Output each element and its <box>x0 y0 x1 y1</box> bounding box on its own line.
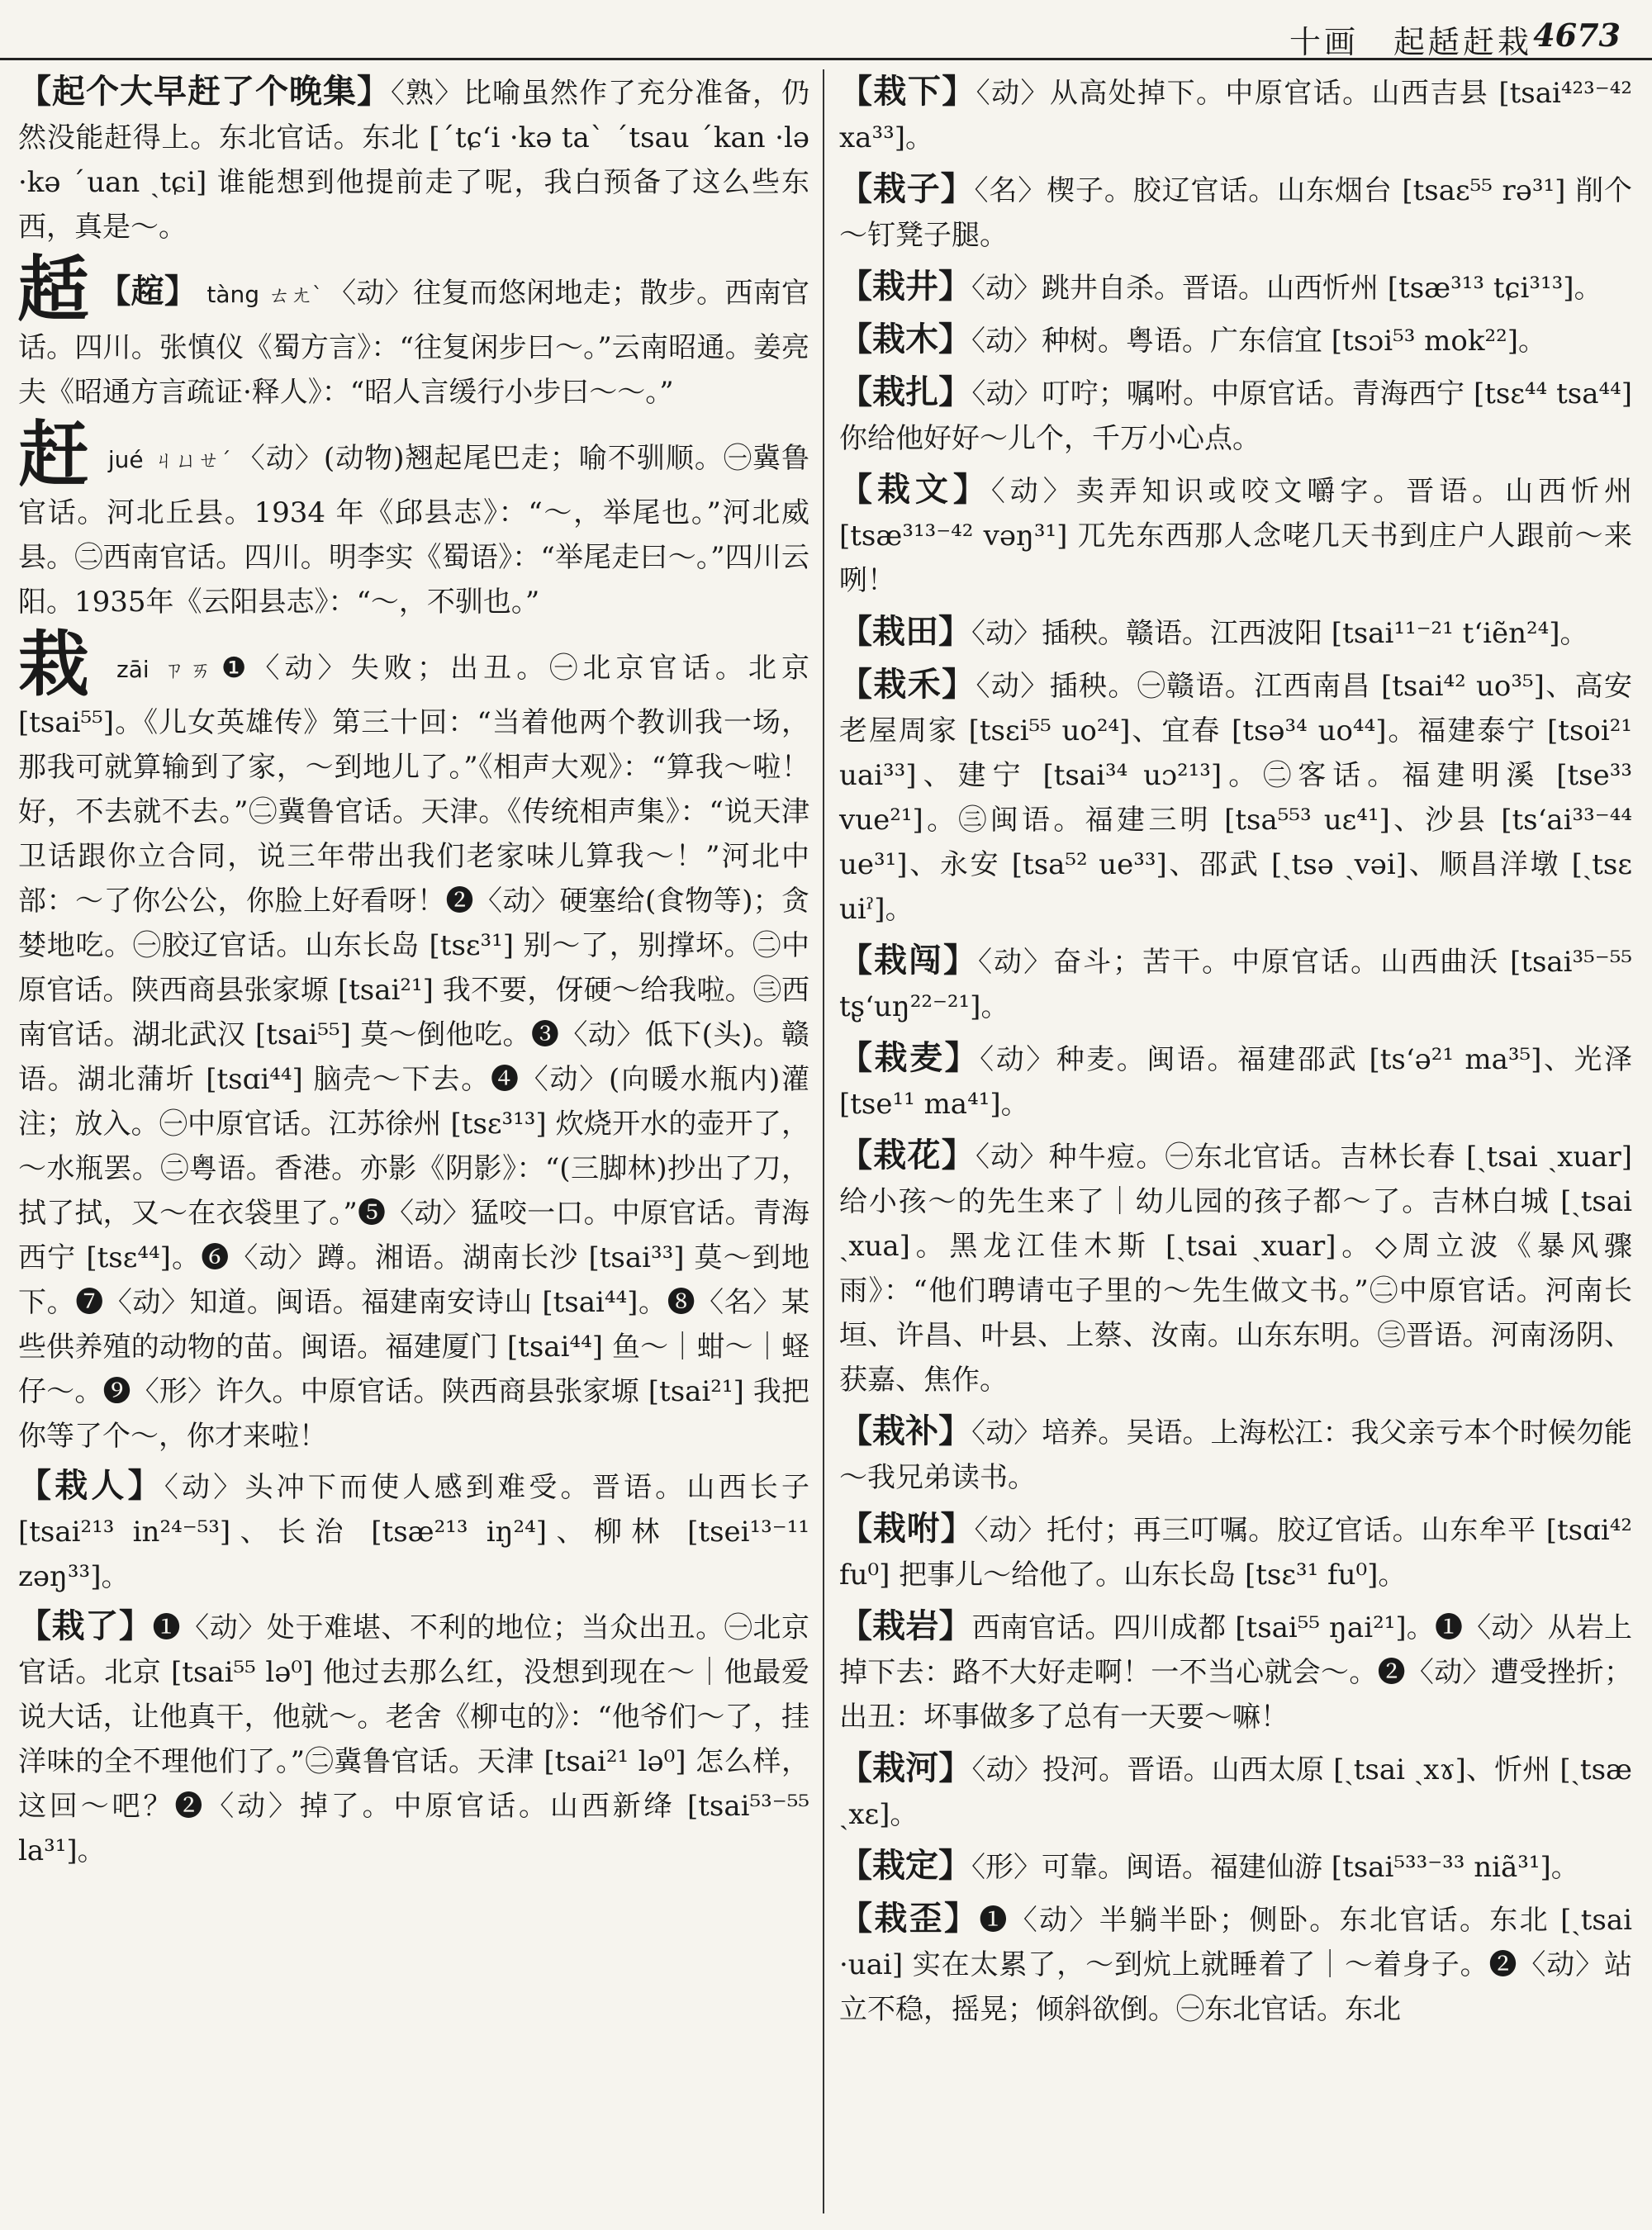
pinyin: zāi <box>116 656 150 683</box>
entry-headword: 【栽岩】 <box>839 1606 972 1645</box>
entry-headword: 【栽禾】 <box>839 665 976 704</box>
entry-headword: 【栽田】 <box>839 612 971 651</box>
entry-headword: 【栽定】 <box>839 1846 971 1885</box>
entry-definition: 西南官话。四川成都 [tsai⁵⁵ ŋai²¹]。❶〈动〉从岩上掉下去：路不大好走啊！一不当心就会～。❷〈动〉遭受挫折；出丑：坏事做多了总有一天要～嘛！ <box>839 1611 1632 1734</box>
dictionary-entry <box>839 370 1632 461</box>
dictionary-entry <box>839 69 1632 160</box>
entry-definition: 〈动〉插秧。㊀赣语。江西南昌 [tsai⁴² uo³⁵]、高安老屋周家 [tsɛi⁵⁵ uo²⁴]、宜春 [tsə³⁴ uo⁴⁴]。福建泰宁 [tsoi²¹ uai³³]、建宁 [tsai³⁴ uɔ²¹³]。㊁客话。福建明溪 [tse³³ vue²¹]。㊂闽语。福建三明 [tsa⁵⁵³ uɛ⁴¹]、沙县 [tsʻai³³⁻⁴⁴ ue³¹]、永安 [tsa⁵² ue³³]、邵武 [ˏtsə ˏvəi]、顺昌洋墩 [ˏtsɛ uiˀ]。 <box>839 670 1632 926</box>
entry-headword: 【栽闯】 <box>839 941 979 980</box>
entry-definition: 〈动〉种树。粤语。广东信宜 [tsɔi⁵³ mok²²]。 <box>971 325 1547 358</box>
entry-definition: 〈动〉头冲下而使人感到难受。晋语。山西长子 [tsai²¹³ in²⁴⁻⁵³]、长治 [tsæ²¹³ iŋ²⁴]、柳林 [tsei¹³⁻¹¹ zəŋ³³]。 <box>18 1471 810 1593</box>
dictionary-entry <box>18 1604 809 1873</box>
right-column <box>839 69 1632 2213</box>
dictionary-entry <box>839 167 1632 258</box>
entry-definition: 〈动〉投河。晋语。山西太原 [ˏtsai ˏxɤ]、忻州 [ˏtsæ ˏxɛ]。 <box>839 1753 1633 1831</box>
entry-definition: 〈动〉种麦。闽语。福建邵武 [tsʻə²¹ ma³⁵]、光泽 [tse¹¹ ma⁴¹]。 <box>839 1043 1633 1121</box>
dictionary-entry <box>839 938 1632 1029</box>
dictionary-entry <box>839 1506 1632 1597</box>
entry-definition: ❶〈动〉半躺半卧；侧卧。东北官话。东北 [ˏtsai ·uai] 实在太累了，～到炕上就睡着了｜～着身子。❷〈动〉站立不稳，摇晃；倾斜欲倒。㊀东北官话。东北 <box>839 1904 1632 2026</box>
dictionary-entry <box>839 1409 1632 1500</box>
entry-headword: 【栽花】 <box>839 1136 976 1174</box>
entry-definition: ❶〈动〉处于难堪、不利的地位；当众出丑。㊀北京官话。北京 [tsai⁵⁵ lə⁰] 他过去那么红，没想到现在～｜他最爱说大话，让他真干，他就～。老舍《柳屯的》：“他爷们～了，挂洋味的全不理他们了。”㊁冀鲁官话。天津 [tsai²¹ lə⁰] 怎么样，这回～吧？❷〈动〉掉了。中原官话。山西新绛 [tsai⁵³⁻⁵⁵ la³¹]。 <box>18 1611 810 1867</box>
entry-headword: 【栽麦】 <box>839 1038 980 1077</box>
entry-definition: 〈名〉楔子。胶辽官话。山东烟台 [tsaɛ⁵⁵ rə³¹] 削个～钉凳子腿。 <box>839 174 1633 252</box>
dictionary-entry <box>839 1604 1632 1739</box>
entry-headword: 【栽井】 <box>839 267 971 306</box>
entry-definition: 〈动〉托付；再三叮嘱。胶辽官话。山东牟平 [tsɑi⁴² fu⁰] 把事儿～给他了。山东长岛 [tsɛ³¹ fu⁰]。 <box>839 1514 1632 1592</box>
entry-headword: 【栽文】 <box>839 470 991 509</box>
pinyin: jué <box>107 446 144 473</box>
entry-definition: 〈动〉跳井自杀。晋语。山西忻州 [tsæ³¹³ tɕi³¹³]。 <box>971 272 1602 305</box>
head-character: 趏 <box>18 248 90 331</box>
head-character: 栽 <box>18 623 95 706</box>
entry-definition: 〈动〉培养。吴语。上海松江：我父亲亏本个时候勿能～我兄弟读书。 <box>839 1416 1633 1494</box>
entry-headword: 【栽歪】 <box>839 1899 980 1938</box>
dictionary-entry <box>839 1896 1632 2032</box>
entry-definition: ❶〈动〉失败；出丑。㊀北京官话。北京 [tsai⁵⁵]。《儿女英雄传》第三十回：“当着他两个教训我一场，那我可就算输到了家，～到地儿了。”《相声大观》：“算我～啦！好，不去就不去。”㊁冀鲁官话。天津。《传统相声集》：“说天津卫话跟你立合同，说三年带出我们老家味儿算我～！”河北中部：～了你公公，你脸上好看呀！❷〈动〉硬塞给(食物等)；贪婪地吃。㊀胶辽官话。山东长岛 [tsɛ³¹] 别～了，别撑坏。㊁中原官话。陕西商县张家塬 [tsai²¹] 我不要，伢硬～给我啦。㊂西南官话。湖北武汉 [tsai⁵⁵] 莫～倒他吃。❸〈动〉低下(头)。赣语。湖北蒲圻 [tsɑi⁴⁴] 脑壳～下去。❹〈动〉(向暖水瓶内)灌注；放入。㊀中原官话。江苏徐州 [tsɛ³¹³] 炊烧开水的壶开了，～水瓶罢。㊁粤语。香港。亦影《阴影》：“(三脚林)抄出了刀，拭了拭，又～在衣袋里了。”❺〈动〉猛咬一口。中原官话。青海西宁 [tsɛ⁴⁴]。❻〈动〉蹲。湘语。湖南长沙 [tsai³³] 莫～到地下。❼〈动〉知道。闽语。福建南安诗山 [tsai⁴⁴]。❽〈名〉某些供养殖的动物的苗。闽语。福建厦门 [tsai⁴⁴] 鱼～｜蚶～｜蛏仔～。❾〈形〉许久。中原官话。陕西商县张家塬 [tsai²¹] 我把你等了个～，你才来啦！ <box>18 652 810 1453</box>
entry-definition: 〈形〉可靠。闽语。福建仙游 [tsai⁵³³⁻³³ niã³¹]。 <box>971 1851 1579 1884</box>
entry-definition: 〈动〉种牛痘。㊀东北官话。吉林长春 [ˏtsai ˏxuar] 给小孩～的先生来了｜幼儿园的孩子都～了。吉林白城 [ˏtsai ˏxua]。黑龙江佳木斯 [ˏtsai ˏxuar]。◇周立波《暴风骤雨》：“他们聘请屯子里的～先生做文书。”㊁中原官话。河南长垣、许昌、叶县、上蔡、汝南。山东东明。㊂晋语。河南汤阴、获嘉、焦作。 <box>839 1141 1633 1397</box>
dictionary-entry <box>839 1036 1632 1127</box>
section-title: 十画 起趏赶栽 <box>1289 24 1532 60</box>
dictionary-entry <box>839 1133 1632 1402</box>
entry-definition: 〈动〉从高处掉下。中原官话。山西吉县 [tsai⁴²³⁻⁴² xa³³]。 <box>839 77 1632 154</box>
entry-definition: 〈动〉往复而悠闲地走；散步。西南官话。四川。张慎仪《蜀方言》：“往复闲步曰～。”云南昭通。姜亮夫《昭通方言疏证·释人》：“昭人言缓行小步曰～～。” <box>18 277 810 409</box>
dictionary-entry <box>839 264 1632 311</box>
entry-headword: 【栽扎】 <box>839 372 972 411</box>
dictionary-entry <box>18 1464 809 1599</box>
entry-definition: 〈动〉卖弄知识或咬文嚼字。晋语。山西忻州 [tsæ³¹³⁻⁴² vəŋ³¹] 兀先东西那人念咾几天书到庄户人跟前～来咧！ <box>839 475 1633 597</box>
dictionary-entry <box>839 610 1632 656</box>
dictionary-entry <box>839 317 1632 363</box>
dictionary-entry <box>839 662 1632 932</box>
entry-definition: 〈熟〉比喻虽然作了充分准备，仍然没能赶得上。东北官话。东北 [ˊtɕʻi ·kə taˋ ˊtsau ˊkan ·lə ·kə ˊuan ˏtɕi] 谁能想到他提前走了呢，我白预备了这么些东西，真是～。 <box>18 77 809 244</box>
dictionary-entry <box>839 1843 1632 1890</box>
page-number: 4673 <box>1533 17 1621 54</box>
dictionary-entry <box>839 467 1632 603</box>
dictionary-entry <box>18 248 810 415</box>
entry-headword: 【栽了】 <box>18 1606 153 1645</box>
entry-headword: 【栽补】 <box>839 1412 972 1450</box>
dictionary-entry <box>18 69 809 249</box>
entry-headword: 【栽河】 <box>839 1748 972 1787</box>
entry-headword: 【栽木】 <box>839 320 971 358</box>
entry-headword: 【起个大早赶了个晚集】 <box>18 72 391 111</box>
dictionary-entry <box>18 413 810 624</box>
dictionary-entry <box>839 1746 1632 1837</box>
entry-definition: 〈动〉奋斗；苦干。中原官话。山西曲沃 [tsai³⁵⁻⁵⁵ tʂʻuŋ²²⁻²¹]。 <box>839 946 1633 1023</box>
left-column <box>18 69 821 2213</box>
pinyin: tàng <box>206 281 260 308</box>
dictionary-entry <box>18 623 810 1459</box>
zhuyin: ㄐㄩㄝˊ <box>153 448 232 473</box>
zhuyin: ㄗㄞ <box>163 658 216 683</box>
page-header <box>0 0 1652 60</box>
entry-headword: 【栽咐】 <box>839 1509 975 1548</box>
entry-definition: 〈动〉(动物)翘起尾巴走；喻不驯顺。㊀冀鲁官话。河北丘县。1934 年《邱县志》：“～，举尾也。”河北威县。㊁西南官话。四川。明李实《蜀语》：“举尾走曰～。”四川云阳。1935年《云阳县志》：“～，不驯也。” <box>18 442 810 619</box>
entry-headword: 【趤】 <box>97 272 198 311</box>
head-character: 赶 <box>18 413 91 496</box>
entry-definition: 〈动〉插秧。赣语。江西波阳 [tsai¹¹⁻²¹ tʻiẽn²⁴]。 <box>971 617 1588 650</box>
entry-headword: 【栽下】 <box>839 72 976 111</box>
column-divider <box>823 69 824 2213</box>
zhuyin: ㄊㄤˋ <box>268 283 324 308</box>
entry-headword: 【栽人】 <box>18 1466 164 1505</box>
entry-definition: 〈动〉叮咛；嘱咐。中原官话。青海西宁 [tsɛ⁴⁴ tsa⁴⁴] 你给他好好～儿个，千万小心点。 <box>839 377 1632 455</box>
entry-headword: 【栽子】 <box>839 169 975 208</box>
